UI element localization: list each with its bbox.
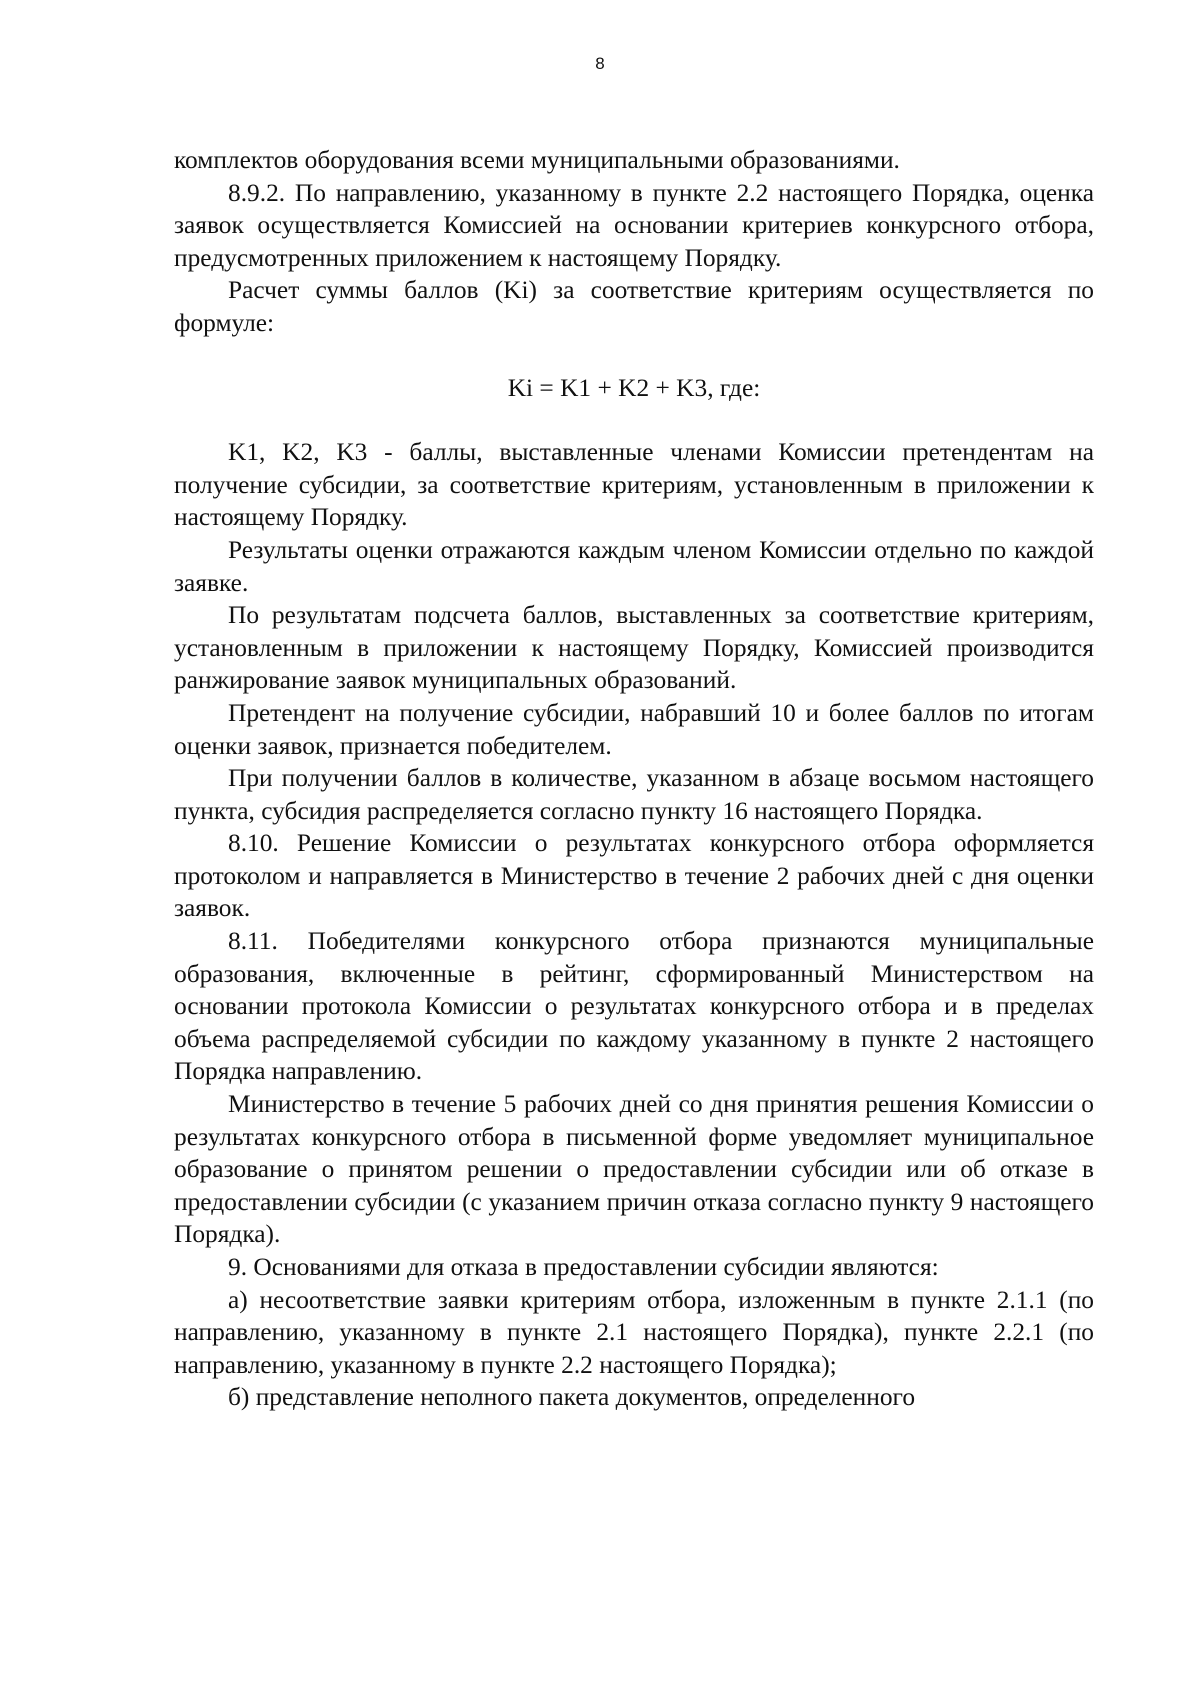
paragraph-8-9-2: 8.9.2. По направлению, указанному в пункте 2.2 настоящего Порядка, оценка заявок осуществляется Комиссией на основании критериев конкурсного отбора, предусмотренных приложением к настоящему Порядку. — [174, 178, 1094, 272]
paragraph-formula-intro: Расчет суммы баллов (Ki) за соответствие критериям осуществляется по формуле: — [174, 276, 1094, 337]
paragraph-ranking: По результатам подсчета баллов, выставленных за соответствие критериям, установленным в приложении к настоящему Порядку, Комиссией производится ранжирование заявок муниципальных образований. — [174, 601, 1094, 695]
paragraph-evaluation-results: Результаты оценки отражаются каждым членом Комиссии отдельно по каждой заявке. — [174, 535, 1094, 597]
formula: Ki = K1 + K2 + K3, где: — [507, 373, 761, 402]
paragraph-9-a: а) несоответствие заявки критериям отбора, изложенным в пункте 2.1.1 (по направлению, указанному в пункте 2.1 настоящего Порядка), пункте 2.2.1 (по направлению, указанному в пункте 2.2 настоящего Порядка); — [174, 1285, 1094, 1379]
paragraph-continuation: комплектов оборудования всеми муниципальными образованиями. — [174, 146, 900, 174]
paragraph-9-b: б) представление неполного пакета документов, определенного — [228, 1383, 916, 1412]
document-body — [174, 144, 1094, 1414]
paragraph-notification: Министерство в течение 5 рабочих дней со дня принятия решения Комиссии о результатах конкурсного отбора в письменной форме уведомляет муниципальное образование о принятом решении о предоставлении субсидии или об отказе в предоставлении субсидии (с указанием причин отказа согласно пункту 9 настоящего Порядка). — [174, 1090, 1094, 1249]
paragraph-8-11: 8.11. Победителями конкурсного отбора признаются муниципальные образования, включенные в рейтинг, сформированный Министерством на основании протокола Комиссии о результатах конкурсного отбора и в пределах объема распределяемой субсидии по каждому указанному в пункте 2 настоящего Порядка направлению. — [174, 927, 1094, 1086]
paragraph-9-refusal-grounds: 9. Основаниями для отказа в предоставлении субсидии являются: — [228, 1253, 939, 1281]
page-number: 8 — [595, 54, 605, 73]
paragraph-formula-legend: K1, K2, K3 - баллы, выставленные членами Комиссии претендентам на получение субсидии, за соответствие критериям, установленным в приложении к настоящему Порядку. — [174, 438, 1094, 532]
paragraph-distribution: При получении баллов в количестве, указанном в абзаце восьмом настоящего пункта, субсидия распределяется согласно пункту 16 настоящего Порядка. — [174, 764, 1094, 825]
paragraph-winner-threshold: Претендент на получение субсидии, набравший 10 и более баллов по итогам оценки заявок, признается победителем. — [174, 698, 1094, 760]
paragraph-8-10: 8.10. Решение Комиссии о результатах конкурсного отбора оформляется протоколом и направляется в Министерство в течение 2 рабочих дней с дня оценки заявок. — [174, 829, 1094, 923]
